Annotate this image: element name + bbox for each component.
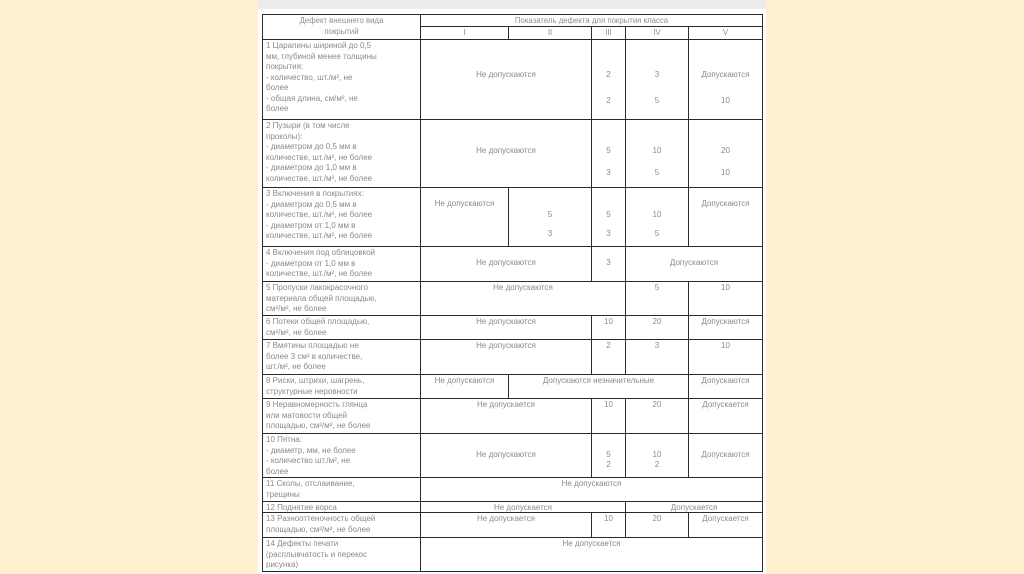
row-13-class-iv-text: 20 xyxy=(652,514,662,523)
row-2-class-iii-line: 5 xyxy=(606,146,611,155)
row-7-description-line: более 3 см² в количестве, xyxy=(266,351,363,361)
row-4-description xyxy=(262,246,421,282)
row-9-description xyxy=(262,398,421,434)
row-5-class-v-text: 10 xyxy=(721,283,730,292)
header-defect-column xyxy=(262,14,421,40)
row-13-class-v xyxy=(688,512,763,538)
row-2-description-line: - диаметром до 0,5 мм в xyxy=(266,142,357,151)
row-3-description-line: - диаметром до 0,5 мм в xyxy=(266,199,357,209)
row-10-description-line: 10 Пятна: xyxy=(266,435,302,444)
row-14-description-line: (расплывчатость и перекос xyxy=(266,549,368,559)
row-3-class-iii-line: 3 xyxy=(606,229,611,238)
row-6-class-i-ii-text: Не допускаются xyxy=(476,317,536,326)
row-3-description-line: количестве, шт./м², не более xyxy=(266,231,373,240)
row-14-class-i-v-text: Не допускается xyxy=(562,539,621,548)
row-10-class-iv-line: 2 xyxy=(654,460,660,469)
row-7-description-line: 7 Вмятины площадью не xyxy=(266,341,359,350)
row-5-description-line: см²/м², не более xyxy=(266,304,327,313)
row-12-description-line: 12 Поднятие ворса xyxy=(266,503,337,512)
row-6-class-v-text: Допускаются xyxy=(701,317,750,326)
row-10-class-iii-line: 5 xyxy=(606,450,611,459)
row-5-class-v xyxy=(688,281,763,316)
row-11-description-line: трещины xyxy=(266,489,300,499)
row-8-class-ii-iv xyxy=(508,374,689,399)
header-class-IV-text: IV xyxy=(653,28,661,37)
header-class-I xyxy=(420,26,509,40)
row-2-description-line: 2 Пузыри (в том числе xyxy=(266,121,350,130)
row-9-class-v-text: Допускается xyxy=(702,400,749,409)
row-10-class-i-ii-text: Не допускаются xyxy=(476,450,536,459)
row-9-class-i-ii xyxy=(420,398,592,434)
row-13-description-line: площадью, см²/м², не более xyxy=(266,524,371,534)
row-5-class-iv-text: 5 xyxy=(654,283,660,292)
row-4-description-line: - диаметром от 1,0 мм в xyxy=(266,258,356,268)
row-8-class-i xyxy=(420,374,509,399)
row-6-class-v xyxy=(688,315,763,340)
header-defect-line: Дефект внешнего вида xyxy=(299,16,384,25)
row-13-description-line: 13 Разнооттеночность общей xyxy=(266,514,376,523)
row-1-description xyxy=(262,39,421,120)
row-6-description-line: 6 Потеки общей площадью, xyxy=(266,317,370,326)
row-3-class-v-text: Допускаются xyxy=(701,199,750,208)
row-4-class-i-ii-text: Не допускаются xyxy=(476,258,536,267)
row-2-description-line: проколы): xyxy=(266,131,303,141)
row-8-description-line: структурные неровности xyxy=(266,386,358,396)
row-10-class-iii-line: 2 xyxy=(606,460,611,469)
row-7-class-v-text: 10 xyxy=(721,341,730,350)
row-14-description-line: 14 Дефекты печати xyxy=(266,539,339,548)
row-3-class-i-text: Не допускаются xyxy=(434,199,495,208)
row-9-description-line: или матовости общей xyxy=(266,410,348,420)
row-11-description xyxy=(262,477,421,502)
row-10-description xyxy=(262,433,421,478)
row-3-class-ii-line: 3 xyxy=(547,229,553,238)
row-10-class-iv-line: 10 xyxy=(652,450,662,459)
row-3-class-ii-line: 5 xyxy=(547,210,553,219)
row-4-class-iii-text: 3 xyxy=(606,258,611,267)
row-6-class-iii xyxy=(591,315,626,340)
row-6-class-iii-text: 10 xyxy=(604,317,613,326)
row-2-class-i-ii xyxy=(420,119,592,188)
row-1-description-line: - общая длина, см/м², не xyxy=(266,93,358,103)
row-1-class-iii-line: 2 xyxy=(606,96,611,105)
row-7-description xyxy=(262,339,421,375)
row-14-description-line: рисунка) xyxy=(266,560,299,569)
row-2-class-iii xyxy=(591,119,626,188)
row-1-class-iv-line: 5 xyxy=(654,96,660,105)
row-13-class-iv xyxy=(625,512,689,538)
row-7-class-i-ii-text: Не допускаются xyxy=(476,341,536,350)
row-2-class-iv xyxy=(625,119,689,188)
header-class-V xyxy=(688,26,763,40)
row-7-class-v xyxy=(688,339,763,375)
row-11-description-line: 11 Сколы, отслаивание, xyxy=(266,479,355,488)
row-2-description-line: количестве, шт./м², не более xyxy=(266,173,373,183)
row-9-class-iii-text: 10 xyxy=(604,400,613,409)
header-class-II-text: II xyxy=(547,28,553,37)
row-10-class-i-ii xyxy=(420,433,592,478)
row-13-class-v-text: Допускается xyxy=(702,514,749,523)
row-4-description-line: 4 Включения под облицовкой xyxy=(266,248,376,257)
row-7-class-iv-text: 3 xyxy=(654,341,660,350)
row-2-class-v xyxy=(688,119,763,188)
row-8-class-v-text: Допускаются xyxy=(701,376,750,385)
row-3-description-line: 3 Включения в покрытиях: xyxy=(266,189,364,198)
row-1-class-v xyxy=(688,39,763,120)
header-defect-line: покрытий xyxy=(324,26,359,36)
row-3-description-line: - диаметром от 1,0 мм в xyxy=(266,220,356,230)
header-class-IV xyxy=(625,26,689,40)
header-class-III-text: III xyxy=(605,28,612,37)
row-6-description-line: см²/м², не более xyxy=(266,327,327,337)
row-13-class-i-ii xyxy=(420,512,592,538)
row-7-class-iii xyxy=(591,339,626,375)
row-6-description xyxy=(262,315,421,340)
row-3-class-iv xyxy=(625,187,689,247)
row-9-description-line: площадью, см²/м², не более xyxy=(266,421,371,430)
row-1-class-i-ii-text: Не допускаются xyxy=(476,70,536,79)
row-2-description-line: - диаметром до 1,0 мм в xyxy=(266,163,357,172)
row-8-class-ii-iv-text: Допускаются незначительные xyxy=(542,376,655,385)
row-5-class-i-iii-text: Не допускаются xyxy=(493,283,553,292)
row-12-class-iv-v-text: Допускается xyxy=(670,503,718,512)
row-7-class-iv xyxy=(625,339,689,375)
row-10-description-line: более xyxy=(266,466,289,476)
row-7-class-i-ii xyxy=(420,339,592,375)
row-13-description xyxy=(262,512,421,538)
row-10-class-iv xyxy=(625,433,689,478)
row-8-description xyxy=(262,374,421,399)
row-1-description-line: более xyxy=(266,104,289,113)
row-4-class-iii xyxy=(591,246,626,282)
document-page xyxy=(258,0,766,574)
row-1-description-line: мм, глубиной менее толщины xyxy=(266,51,377,61)
row-1-class-iii-line: 2 xyxy=(606,70,611,79)
row-6-class-iv xyxy=(625,315,689,340)
row-3-class-iv-line: 5 xyxy=(654,229,660,238)
defects-table xyxy=(262,14,762,571)
row-3-description xyxy=(262,187,421,247)
row-13-class-iii xyxy=(591,512,626,538)
header-indicator-title-text: Показатель дефекта для покрытия класса xyxy=(514,16,669,25)
row-3-class-ii xyxy=(508,187,592,247)
row-3-class-iv-line: 10 xyxy=(652,210,662,219)
row-6-class-iv-text: 20 xyxy=(652,317,662,326)
row-8-class-v xyxy=(688,374,763,399)
row-1-class-i-ii xyxy=(420,39,592,120)
row-1-class-v-line: 10 xyxy=(721,96,730,105)
row-10-description-line: - диаметр, мм, не более xyxy=(266,445,356,455)
row-3-class-iii-line: 5 xyxy=(606,210,611,219)
page-top-band xyxy=(258,0,766,9)
row-1-description-line: покрытия: xyxy=(266,62,304,71)
row-9-class-v xyxy=(688,398,763,434)
row-8-description-line: 8 Риски, штрихи, шагрень, xyxy=(266,376,365,385)
row-3-class-i xyxy=(420,187,509,247)
row-5-description xyxy=(262,281,421,316)
row-14-description xyxy=(262,537,421,572)
row-1-description-line: - количество, шт./м², не xyxy=(266,72,353,82)
header-class-III xyxy=(591,26,626,40)
row-2-class-v-line: 20 xyxy=(721,146,730,155)
row-9-description-line: 9 Неравномерность глянца xyxy=(266,400,368,409)
row-7-class-iii-text: 2 xyxy=(606,341,611,350)
row-1-class-iv-line: 3 xyxy=(654,70,660,79)
row-10-class-v xyxy=(688,433,763,478)
row-2-class-iv-line: 5 xyxy=(654,168,660,177)
header-class-II xyxy=(508,26,592,40)
row-1-class-v-line: Допускаются xyxy=(701,70,750,79)
row-5-class-i-iii xyxy=(420,281,626,316)
row-13-class-iii-text: 10 xyxy=(604,514,613,523)
row-13-class-i-ii-text: Не допускается xyxy=(476,514,536,523)
row-4-class-i-ii xyxy=(420,246,592,282)
row-5-description-line: 5 Пропуски лакокрасочного xyxy=(266,283,368,292)
row-5-class-iv xyxy=(625,281,689,316)
row-11-class-i-v xyxy=(420,477,763,502)
row-1-description-line: 1 Царапины шириной до 0,5 xyxy=(266,41,372,50)
row-10-class-iii xyxy=(591,433,626,478)
row-12-class-i-iii-text: Не допускается xyxy=(493,503,553,512)
row-14-class-i-v xyxy=(420,537,763,572)
row-2-class-i-ii-text: Не допускаются xyxy=(476,146,536,155)
row-9-class-i-ii-text: Не допускается xyxy=(476,400,536,409)
row-2-class-iii-line: 3 xyxy=(606,168,611,177)
row-4-description-line: количестве, шт./м², не более xyxy=(266,269,373,278)
row-2-class-v-line: 10 xyxy=(721,168,730,177)
row-1-class-iii xyxy=(591,39,626,120)
row-9-class-iv-text: 20 xyxy=(652,400,662,409)
row-2-description xyxy=(262,119,421,188)
row-4-class-iv-v-text: Допускаются xyxy=(669,258,719,267)
row-10-description-line: - количество шт./м², не xyxy=(266,456,351,465)
row-2-description-line: количестве, шт./м², не более xyxy=(266,152,373,162)
row-11-class-i-v-text: Не допускаются xyxy=(561,479,622,488)
row-3-description-line: количестве, шт./м², не более xyxy=(266,210,373,219)
row-5-description-line: материала общей площадью, xyxy=(266,293,377,303)
row-2-class-iv-line: 10 xyxy=(652,146,662,155)
row-1-class-iv xyxy=(625,39,689,120)
row-6-class-i-ii xyxy=(420,315,592,340)
header-class-V-text: V xyxy=(722,28,729,37)
header-class-I-text: I xyxy=(463,28,466,37)
row-9-class-iii xyxy=(591,398,626,434)
row-8-class-i-text: Не допускаются xyxy=(434,376,495,385)
row-4-class-iv-v xyxy=(625,246,763,282)
row-3-class-v xyxy=(688,187,763,247)
row-3-class-iii xyxy=(591,187,626,247)
row-10-class-v-text: Допускаются xyxy=(701,450,750,459)
row-7-description-line: шт./м², не более xyxy=(266,362,326,371)
row-1-description-line: более xyxy=(266,83,289,92)
row-9-class-iv xyxy=(625,398,689,434)
